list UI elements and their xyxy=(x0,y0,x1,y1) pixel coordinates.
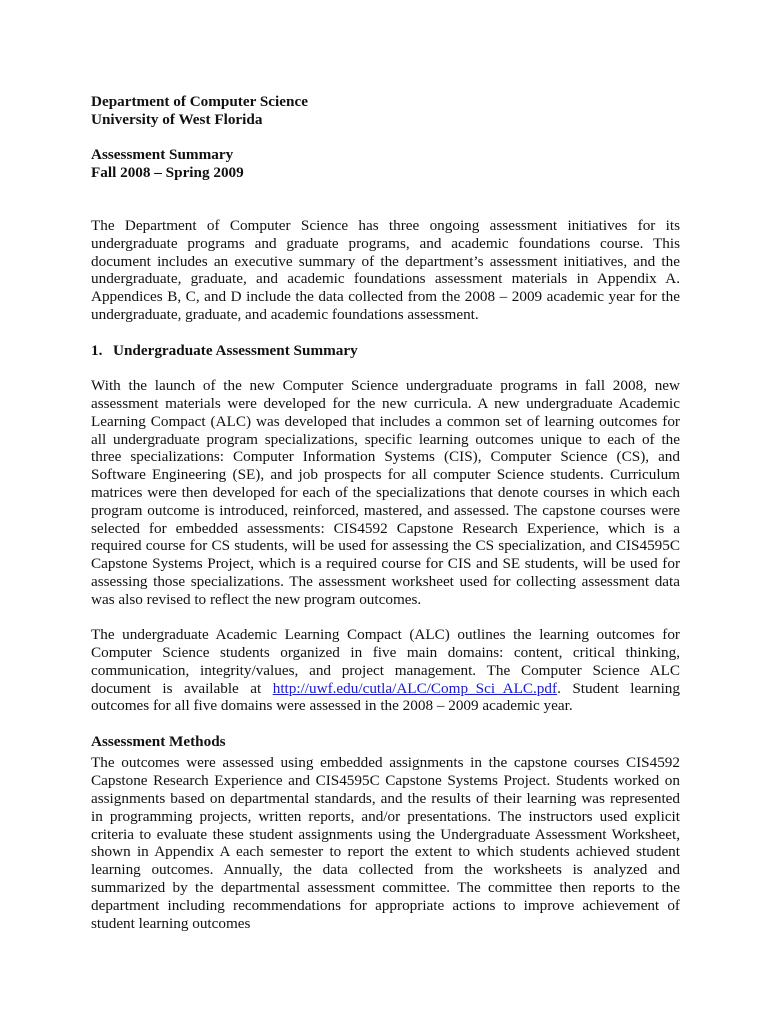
paragraph-text: The undergraduate Academic Learning Compact (ALC) outlines the learning outcomes for Computer Science students organized in five main domains: content, critical thinking, communication, integrity/values, and project management. The Computer Science ALC document is available at xyxy=(91,626,680,697)
alc-document-link[interactable]: http://uwf.edu/cutla/ALC/Comp_Sci_ALC.pdf xyxy=(272,679,558,697)
document-page xyxy=(91,93,680,932)
university-name: University of West Florida xyxy=(91,110,263,128)
assessment-methods-heading: Assessment Methods xyxy=(91,732,226,750)
section-number: 1. xyxy=(91,341,103,359)
spacer xyxy=(91,129,680,147)
department-name: Department of Computer Science xyxy=(91,93,308,110)
paragraph-text: . Student learning outcomes for all five domains were assessed in the 2008 – 2009 academic year. xyxy=(91,679,680,715)
section-heading-undergraduate xyxy=(91,342,680,360)
section-title: Undergraduate Assessment Summary xyxy=(113,341,358,359)
undergraduate-paragraph-1: With the launch of the new Computer Science undergraduate programs in fall 2008, new assessment materials were developed for the new curricula. A new undergraduate Academic Learning Compact (ALC) was developed that includes a common set of learning outcomes for all undergraduate program specializations, specific learning outcomes unique to each of the three specializations: Computer Information Systems (CIS), Computer Science (CS), and Software Engineering (SE), and job prospects for all computer Science students. Curriculum matrices were then developed for each of the specializations that denote courses in which each program outcome is introduced, reinforced, mastered, and assessed. The capstone courses were selected for embedded assessments: CIS4592 Capstone Research Experience, which is a required course for CS students, will be used for assessing the CS specialization, and CIS4595C Capstone Systems Project, which is a required course for CIS and SE students, will be used for assessing those specializations. The assessment worksheet used for collecting assessment data was also revised to reflect the new program outcomes. xyxy=(91,377,680,608)
assessment-methods-paragraph: The outcomes were assessed using embedded assignments in the capstone courses CIS4592 Capstone Research Experience and CIS4595C Capstone Systems Project. Students worked on assignments based on departmental standards, and the results of their learning was represented in programming projects, written reports, and/or presentations. The instructors used explicit criteria to evaluate these student assignments using the Undergraduate Assessment Worksheet, shown in Appendix A each semester to report the extent to which students achieved student learning outcomes. Annually, the data collected from the worksheets is analyzed and summarized by the departmental assessment committee. The committee then reports to the department including recommendations for appropriate actions to improve achievement of student learning outcomes xyxy=(91,754,680,932)
document-period: Fall 2008 – Spring 2009 xyxy=(91,164,244,182)
document-title: Assessment Summary xyxy=(91,146,234,164)
intro-paragraph: The Department of Computer Science has three ongoing assessment initiatives for its undergraduate programs and graduate programs, and academic foundations course. This document includes an executive summary of the department’s assessment initiatives, and the undergraduate, graduate, and academic foundations assessment materials in Appendix A. Appendices B, C, and D include the data collected from the 2008 – 2009 academic year for the undergraduate, graduate, and academic foundations assessment. xyxy=(91,216,680,323)
undergraduate-paragraph-2 xyxy=(91,626,680,715)
